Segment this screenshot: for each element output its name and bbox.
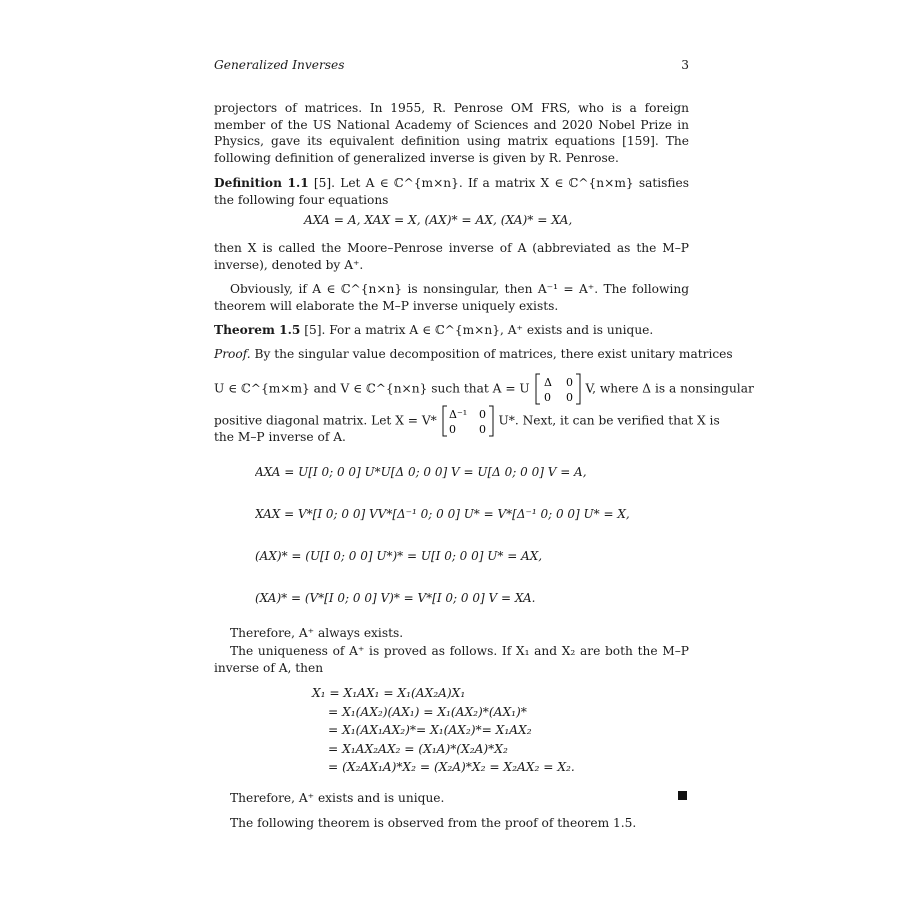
svg-text:0: 0 (565, 391, 573, 404)
intro-paragraph: projectors of matrices. In 1955, R. Penrose OM FRS, who is a foreign member of the US National Academy of Sciences and 2020 Nobel Prize in Physics, gave its equivalent definition using matrix equations [159]. The following definition of generalized inverse is given by R. Penrose. (214, 101, 689, 165)
proof-line-3: positive diagonal matrix. Let X = V* Δ⁻¹ 0 0 0 U*. Next, it can be verified that X is (214, 404, 720, 438)
svg-text:Δ: Δ (543, 376, 552, 389)
svg-text:0: 0 (478, 423, 486, 436)
chain-line-5: = (X₂AX₁A)*X₂ = (X₂A)*X₂ = X₂AX₂ = X₂. (328, 760, 575, 774)
chain-line-1: X₁ = X₁AX₁ = X₁(AX₂A)X₁ (312, 686, 466, 700)
therefore-exists: Therefore, A⁺ always exists. (230, 626, 404, 640)
svg-text:0: 0 (448, 423, 456, 436)
uniqueness-chain (312, 684, 575, 777)
page-number: 3 (681, 58, 689, 72)
svg-text:Δ⁻¹: Δ⁻¹ (448, 408, 467, 421)
chain-line-3: = X₁(AX₁AX₂)*= X₁(AX₂)*= X₁AX₂ (328, 723, 532, 737)
running-header (214, 58, 689, 76)
qed-square-icon (678, 791, 687, 800)
verification-line-4: (XA)* = (V*[I 0; 0 0] V)* = V*[I 0; 0 0] V = XA. (255, 591, 536, 605)
proof-line-4: the M–P inverse of A. (214, 430, 346, 444)
verification-equations (255, 455, 675, 615)
theorem-text: [5]. For a matrix A ∈ ℂ^{m×n}, A⁺ exists and is unique. (304, 323, 654, 337)
proof-line-1: Proof. By the singular value decomposition of matrices, there exist unitary matrices (214, 347, 733, 361)
verification-line-2: XAX = V*[I 0; 0 0] VV*[Δ⁻¹ 0; 0 0] U* = V*[Δ⁻¹ 0; 0 0] U* = X, (255, 507, 630, 521)
verification-line-1: AXA = U[I 0; 0 0] U*U[Δ 0; 0 0] V = U[Δ 0; 0 0] V = A, (255, 465, 587, 479)
penrose-equations: AXA = A, XAX = X, (AX)* = AX, (XA)* = XA, (304, 213, 573, 227)
svg-text:0: 0 (478, 408, 486, 421)
obviously-paragraph: Obviously, if A ∈ ℂ^{n×n} is nonsingular, then A⁻¹ = A⁺. The following theorem will elaborate the M–P inverse uniquely exists. (214, 282, 689, 313)
therefore-unique: Therefore, A⁺ exists and is unique. (230, 791, 445, 805)
running-title: Generalized Inverses (214, 58, 345, 72)
theorem-label: Theorem 1.5 (214, 323, 301, 337)
proof-label: Proof. (214, 347, 251, 361)
uniqueness-paragraph: The uniqueness of A⁺ is proved as follows. If X₁ and X₂ are both the M–P inverse of A, then (214, 644, 689, 675)
chain-line-2: = X₁(AX₂)(AX₁) = X₁(AX₂)*(AX₁)* (328, 704, 527, 719)
definition-block (214, 175, 689, 208)
x-definition-matrix (442, 404, 494, 438)
svd-matrix (535, 372, 581, 406)
verification-line-3: (AX)* = (U[I 0; 0 0] U*)* = U[I 0; 0 0] U* = AX, (255, 549, 543, 563)
definition-text: [5]. Let A ∈ ℂ^{m×n}. If a matrix X ∈ ℂ^{n×m} satisfies the following four equations (214, 176, 689, 207)
definition-label: Definition 1.1 (214, 176, 309, 190)
svg-text:0: 0 (565, 376, 573, 389)
svg-text:0: 0 (543, 391, 551, 404)
definition-statement (214, 175, 689, 208)
chain-line-4: = X₁AX₂AX₂ = (X₁A)*(X₂A)*X₂ (328, 741, 508, 756)
theorem-block (214, 322, 689, 339)
definition-conclusion: then X is called the Moore–Penrose inverse of A (abbreviated as the M–P inverse), denoted by A⁺. (214, 241, 689, 272)
closing-sentence: The following theorem is observed from the proof of theorem 1.5. (230, 816, 637, 830)
proof-line-2: U ∈ ℂ^{m×m} and V ∈ ℂ^{n×n} such that A = U Δ 0 0 0 V, where Δ is a nonsingular (214, 372, 754, 406)
